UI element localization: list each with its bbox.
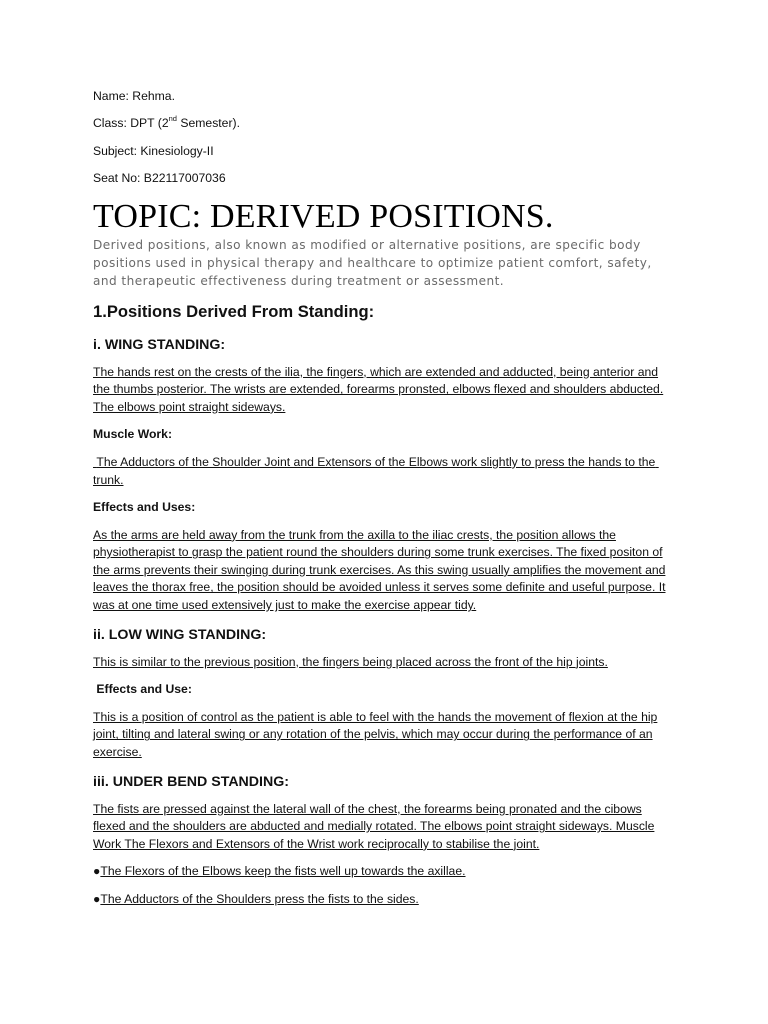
subheading-wing-standing: i. WING STANDING:: [93, 336, 226, 353]
student-name: Name: Rehma.: [93, 89, 175, 103]
section-heading-standing: 1.Positions Derived From Standing:: [93, 301, 375, 321]
subheading-under-bend-standing: iii. UNDER BEND STANDING:: [93, 773, 289, 790]
class-prefix: Class: DPT (2: [93, 116, 169, 131]
student-class: [93, 115, 675, 133]
class-superscript: nd: [168, 114, 177, 124]
wing-description: The hands rest on the crests of the ilia, the fingers, which are extended and adducted, being anterior and the thumbs posterior. The wrists are extended, forearms pronsted, elbows flexed and shoulders abducted. The elbows point straight sideways.: [93, 364, 664, 414]
bullet-text: The Flexors of the Elbows keep the fists well up towards the axillae.: [100, 864, 466, 879]
bullet-item: [93, 891, 675, 909]
wing-effects-text: As the arms are held away from the trunk from the axilla to the iliac crests, the position allows the physiotherapist to grasp the patient round the shoulders during some trunk exercises. The fixed positon of the arms prevents their swinging during trunk exercises. As this swing usually amplifies the movement and leaves the thorax free, the position should be avoided unless it serves some definite and useful purpose. It was at one time used extensively just to make the exercise appear tidy.: [93, 527, 666, 613]
bullet-text: The Adductors of the Shoulders press the fists to the sides.: [100, 892, 419, 907]
bullet-marker: ●: [93, 892, 101, 907]
bullet-item: [93, 863, 675, 881]
subject: Subject: Kinesiology-II: [93, 143, 214, 158]
low-wing-description: This is similar to the previous position, the fingers being placed across the front of the hip joints.: [93, 654, 608, 669]
wing-muscle-text: The Adductors of the Shoulder Joint and Extensors of the Elbows work slightly to press the hands to the trunk.: [93, 454, 659, 487]
seat-number: Seat No: B22117007036: [93, 170, 226, 185]
wing-effects-label: Effects and Uses:: [93, 500, 196, 515]
low-wing-effects-label: Effects and Use:: [93, 682, 192, 697]
wing-muscle-label: Muscle Work:: [93, 427, 173, 442]
bullet-marker: ●: [93, 864, 101, 879]
subheading-low-wing-standing: ii. LOW WING STANDING:: [93, 626, 267, 643]
document-content: [93, 88, 675, 919]
low-wing-effects-text: This is a position of control as the patient is able to feel with the hands the movement of flexion at the hip joint, tilting and lateral swing or any rotation of the pelvis, which may occur during the performance of an exercise.: [93, 709, 658, 760]
intro-paragraph: Derived positions, also known as modified or alternative positions, are specific body positions used in physical therapy and healthcare to optimize patient comfort, safety, and therapeutic effectiveness during treatment or assessment.: [93, 238, 652, 288]
class-suffix: Semester).: [176, 116, 240, 131]
page-title: TOPIC: DERIVED POSITIONS.: [93, 198, 554, 236]
under-bend-description: The fists are pressed against the lateral wall of the chest, the forearms being pronated and the cibows flexed and the shoulders are abducted and medially rotated. The elbows point straight sideways. Muscle Work The Flexors and Extensors of the Wrist work reciprocally to stabilise the joint.: [93, 801, 655, 851]
